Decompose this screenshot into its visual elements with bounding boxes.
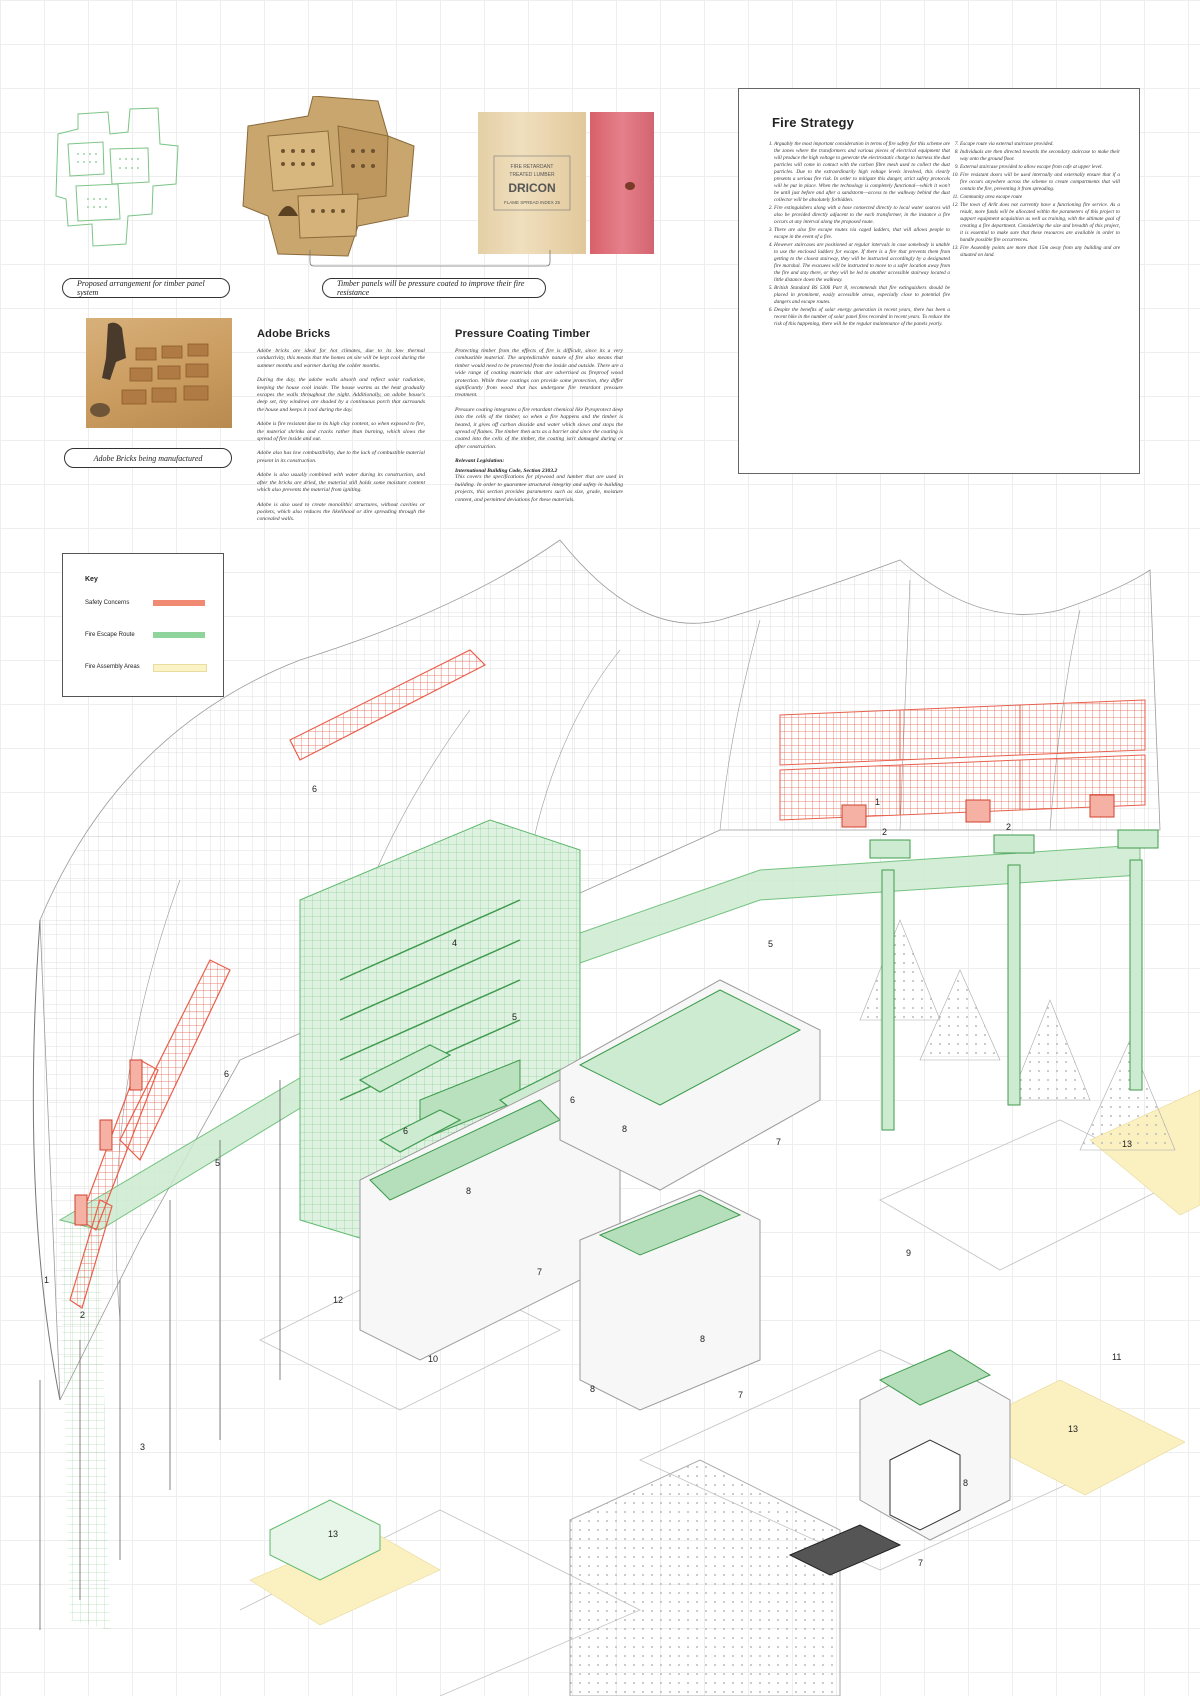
fire-strategy-item: 10. Fire resistant doors will be used internally and externally ensure that if a fire occurs anywhere across the scheme to create compartments that will contain the fire, preventing it from spreading. — [960, 172, 1120, 193]
caption-text: Adobe Bricks being manufactured — [93, 453, 203, 463]
callout-6: 6 — [403, 1126, 409, 1136]
callout-8: 8 — [590, 1384, 596, 1394]
caption-adobe-manufactured — [64, 448, 232, 468]
fire-retardant-lumber-photo — [478, 112, 586, 254]
callout-13: 13 — [1122, 1139, 1133, 1149]
pressure-coating-text — [455, 348, 623, 511]
callout-6: 6 — [224, 1069, 230, 1079]
fire-strategy-list-right — [951, 141, 1120, 260]
fire-strategy-item: 12. The town of Arlit does not currently have a functioning fire service. As a result, more funds will be allocated within the parameters of this project to support equipment acquisition as well as training, with the ultimate goal of creating a fire department. Considering the size and breadth of this project, it is essential to make sure that these resources are available in order to handle possible fire occurrences. — [960, 202, 1120, 244]
red-treated-timber-photo — [590, 112, 654, 254]
key-title: Key — [85, 576, 98, 583]
callout-2: 2 — [882, 827, 888, 837]
callout-4: 4 — [452, 938, 458, 948]
fire-strategy-title: Fire Strategy — [772, 115, 855, 130]
callout-1: 1 — [875, 797, 881, 807]
callout-11: 11 — [1112, 1352, 1122, 1362]
callout-1: 1 — [44, 1275, 50, 1285]
legislation-code: International Building Code, Section 2303.2 — [455, 468, 558, 475]
callout-5: 5 — [768, 939, 774, 949]
caption-text: Timber panels will be pressure coated to improve their fire resistance — [337, 279, 525, 297]
lumber-stamp-line: FLAME SPREAD INDEX 25 — [503, 200, 561, 205]
fire-strategy-item: 6. Despite the benefits of solar energy generation in recent years, there has been a recent hike in the number of solar panel fires recorded in recent years. To reduce the risk of this happening, there will be the regular maintenance of the panels yearly. — [774, 307, 950, 328]
lumber-stamp-line: FIRE RETARDANT — [510, 164, 554, 170]
fire-strategy-item: 1. Arguably the most important consideration in terms of fire safety for this scheme are the zones where the transformers and various pieces of electrical equipment that will produce the high voltage to generate the electrostatic charge to harness the dust particles will come in contact with the carbon fibre mesh used to collect the dust particles. Due to the extraordinarily high voltage levels involved, this clearly presents a serious fire risk. In order to mitigate this danger, strict safety protocols will be put in place. When the technology is completely functional—which it won't be until just before and after a sandstorm—access to the walkway behind the dust collector will be absolutely forbidden. — [774, 141, 950, 204]
fire-strategy-item: 3. There are also fire escape routes via caged ladders, that will allows people to escape in the event of a fire. — [774, 227, 950, 241]
timber-panel-arrangement-diagram — [48, 104, 188, 254]
adobe-bricks-title: Adobe Bricks — [257, 328, 331, 340]
callout-6: 6 — [312, 784, 318, 794]
pressure-coating-title: Pressure Coating Timber — [455, 328, 591, 340]
fire-strategy-panel — [738, 88, 1140, 474]
fire-strategy-item: 11. Community area escape route — [960, 194, 1120, 201]
adobe-paragraph: Adobe is also used to create monolithic structures, without cavities or pockets, which also reduces the likelihood or dire spreading through the concealed walls. — [257, 501, 425, 523]
callout-7: 7 — [537, 1267, 543, 1277]
callout-8: 8 — [466, 1186, 472, 1196]
callout-6: 6 — [570, 1095, 576, 1105]
callout-8: 8 — [622, 1124, 628, 1134]
callout-7: 7 — [918, 1558, 924, 1568]
fire-strategy-list-left — [765, 141, 950, 329]
caption-timber-arrangement — [62, 278, 230, 298]
callout-13: 13 — [1068, 1424, 1079, 1434]
fire-strategy-item: 8. Individuals are then directed towards the secondary staircase to make their way onto the ground floor. — [960, 149, 1120, 163]
legislation-heading: Relevant Legislation: — [455, 458, 505, 465]
lumber-stamp-brand: DRICON — [508, 181, 556, 195]
callout-7: 7 — [738, 1390, 744, 1400]
key-label-escape: Fire Escape Route — [85, 632, 135, 638]
callout-2: 2 — [1006, 822, 1012, 832]
callout-9: 9 — [906, 1248, 912, 1258]
timber-paragraph: Pressure coating integrates a fire retardant chemical like Pyroprotect deep into the cells of the timber, so when a fire happens and the timber is heated, it gives off carbon dioxide and water which slows and stops the spread of flames. The timber then acts as a barrier and since the coating is coated into the cells of the timber, the coating isn't damaged during or after construction. — [455, 406, 623, 450]
lumber-stamp-line: TREATED LUMBER — [509, 172, 555, 178]
fire-strategy-item: 7. Escape route via external staircase provided. — [960, 141, 1120, 148]
adobe-paragraph: Adobe is fire resistant due to its high clay content, so when exposed to fire, the material shrinks and cracks rather than burning, which slows the spread of fire inside and out. — [257, 421, 425, 443]
callout-2: 2 — [80, 1310, 86, 1320]
callout-13: 13 — [328, 1529, 339, 1539]
callout-8: 8 — [700, 1334, 706, 1344]
callout-10: 10 — [428, 1354, 439, 1364]
adobe-paragraph: Adobe bricks are ideal for hot climates, due to its low thermal conductivity, this means that the homes on site will be kept cool during the summer months and warmer during the colder months. — [257, 348, 425, 369]
key-label-assembly: Fire Assembly Areas — [85, 664, 140, 670]
fire-strategy-item: 13. Fire Assembly points are more than 15m away from any building and are situated on land. — [960, 245, 1120, 259]
timber-paragraph: Protecting timber from the effects of fire is difficult, since its a very combustible material. The unpredictable nature of fire also means that timber would need to be protected from the inside and outside. There are a wide range of coating materials that are advertised as fireproof wood protection. While these coatings can provide some protection, they differ significantly from wood that has undergone fire retardant pressure treatment. — [455, 348, 623, 399]
legislation-text: This covers the specifications for plywood and lumber that are used in building. In order to guarantee structural integrity and safety in building projects, this section provides parameters such as size, grade, moisture content, and permitted deviations for these materials. — [455, 474, 623, 503]
callout-3: 3 — [140, 1442, 146, 1452]
adobe-paragraph: Adobe is also usually combined with water during its construction, and after the bricks are dried, the material still holds some moisture content which also prevents the material from igniting. — [257, 472, 425, 494]
fire-strategy-item: 2. Fire extinguishers along with a hose connected directly to local water sources will also be provided directly adjacent to the each transformer, in the instance a fire occurs at any interval along the proposed route. — [774, 205, 950, 226]
callout-8: 8 — [963, 1478, 969, 1488]
fire-strategy-item: 5. British Standard BS 5306 Part 8, recommends that fire extinguishers should be placed in prominent, easily accessible areas, especially close to potential fire dangers and escape routes. — [774, 285, 950, 306]
callout-5: 5 — [512, 1012, 518, 1022]
callout-7: 7 — [776, 1137, 782, 1147]
caption-connector — [300, 250, 560, 280]
callout-12: 12 — [333, 1295, 344, 1305]
fire-strategy-item: 9. External staircase provided to allow escape from cafe at upper level. — [960, 164, 1120, 171]
caption-pressure-coated — [322, 278, 546, 298]
fire-strategy-item: 4. However staircases are positioned at regular intervals in case somebody is unable to use the enclosed ladders for escape. If there is a fire that prevents them from getting to the closest stairway, they will be instructed accordingly by a designated fire marshal. The evacuees will be instructed to move to a safer location away from the fire and stay there, or they will be led to another accessible stairway located a little distance down the walkway. — [774, 242, 950, 284]
adobe-paragraph: During the day, the adobe walls absorb and reflect solar radiation, keeping the house cool inside. The house warms as the heat gradually escapes the walls throughout the night. Additionally, an adobe house's deep set, tiny windows are shaded by a continuous porch that surrounds the house and keeps it cool during the day. — [257, 377, 425, 413]
timber-panel-model-photo — [238, 96, 418, 258]
axonometric-fire-strategy-drawing — [0, 500, 1200, 1696]
callout-5: 5 — [215, 1158, 221, 1168]
key-label-safety: Safety Concerns — [85, 600, 130, 606]
caption-text: Proposed arrangement for timber panel system — [77, 279, 205, 297]
adobe-paragraph: Adobe also has low combustibility, due to the lack of combustible material present in its construction. — [257, 450, 425, 464]
adobe-bricks-photo — [86, 318, 232, 428]
